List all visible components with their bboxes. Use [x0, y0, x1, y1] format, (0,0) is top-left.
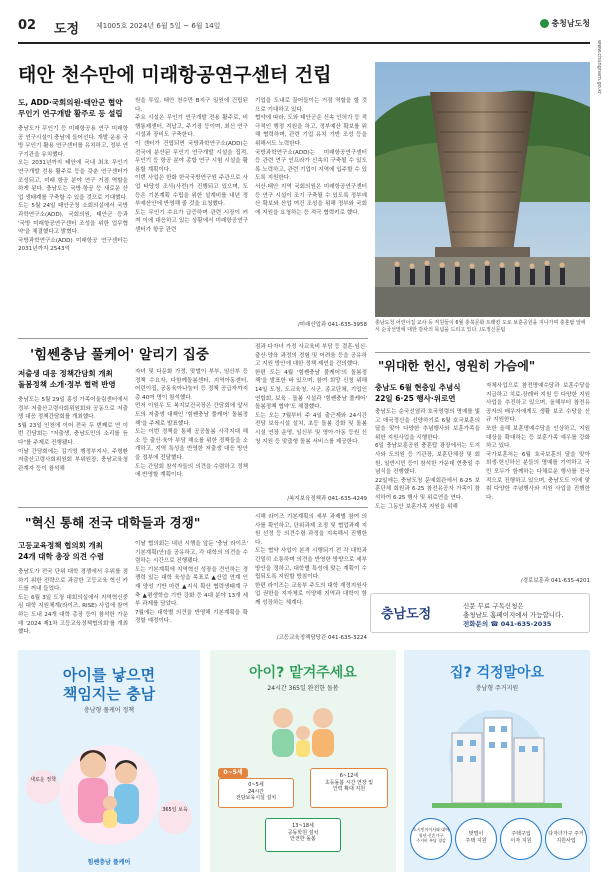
masthead-rule	[18, 42, 590, 44]
article1-headline: 태안 천수만에 미래항공연구센터 건립	[18, 64, 332, 86]
ad2-tag-1: 0~5세 24시간 전담보육시설 설치	[218, 778, 294, 808]
ad-24h-care	[210, 650, 396, 872]
article3-subhead: 충남도 6월 현충일 추념식 22일 6·25 행사·위로연	[375, 383, 461, 403]
subscribe-line1: 신문 무료 구독신청은	[463, 602, 524, 610]
logo-icon	[540, 19, 549, 28]
article1-subhead: 도, ADD·국회의원·태안군 협약 무인기 연구개발 활주로 등 설립	[18, 98, 123, 118]
article1-col1: 충남도가 무인기 등 미래항공용 연구 미래항공 연구시설이 충남에 들어선다. 개발·운용 국방 무인기 활용 연구센터를 유치하고, 정부 연구기관을 유치했다. 오는 2031년까지 태안에 국내 최초 무인기 연구개발 전용 활주로 등을 갖춘 연구센터가 조성되고, 미래 항공 분야 연구 거점 역할을 하게 된다. 충남도는 국방·항공 등 새로운 산업 생태계를 구축할 수 있을 것으로 기대했다. 도는 5월 24일 태안군청 소회의실에서 국방과학연구소(ADD), 국회의원, 태안군 등과 '국방 미래항공연구센터 조성을 위한 업무협약'을 체결했다고 밝혔다. 국방과학연구소(ADD) 미래항공 연구센터는 2031년까지 2543억	[18, 126, 128, 253]
article2-col1: 충남도는 5월 29일 홍성 가족어울림센터에서 정부 저출산고령사회위원회와 공동으로 저출생 대응 정책간담회를 개최했다. 5월 23일 인천에 이어 전국 두 번째로 연 이번 간담회는 "저출생, 충남도민의 소리를 듣다"를 주제로 진행됐다. 이날 간담회에는 김기영 행정부지사, 주형환 저출산고령사회위원회 부위원장, 충남교육청 관계자 등이 참석해	[18, 397, 128, 472]
ad-childcare-responsibility	[18, 650, 200, 872]
ad1-title: 책임지는 충남	[62, 685, 156, 703]
logo-text: 충청남도청	[551, 19, 590, 28]
article4-credit: /고등교육정책담당관 041-635-3224	[276, 635, 367, 641]
photo-caption-credit: /도정신문팀	[479, 327, 506, 333]
article4-headline: "혁신 통해 전국 대학들과 경쟁"	[25, 515, 201, 530]
ad1-tag: 충남형 풀케어 정책	[83, 707, 135, 714]
subscribe-phone: 전화문의 ☎ 041-635-2035	[463, 620, 552, 628]
ad1-badge-2: 365일 보육	[158, 800, 192, 834]
ad2-pre: 아이? 맡겨주세요	[249, 665, 357, 681]
article3-headline: "위대한 헌신, 영원히 가슴에"	[378, 359, 536, 373]
ad2-age-badge-1: 0~5세	[218, 768, 248, 778]
article3-col2: 자체사업으로 참전명예수당과 보훈수당을 지급하고 치료·장례비 지원 등 다양한 지원 사업을 추진하고 있으며, 올해부터 참전유공자의 배우자에게도 생활 보조 수당을 신규 지원한다. 또한 올해 보훈명예수당을 인상하고, 지원 대상을 확대하는 등 보훈가족 예우를 강화하고 있다. 국가보훈처는 6월 호국보훈의 달을 맞아 희생·헌신하신 분들의 명예를 기억하고 국민 모두가 함께하는 다채로운 행사를 전국적으로 진행하고 있으며, 충남도도 이에 맞춰 다양한 추념행사와 지원 사업을 진행한다.	[486, 383, 590, 501]
article4-col2: 이날 협의회는 내년 시행을 앞둔 '충남 라이즈' 기본계획(안)을 공유하고, 각 대학의 의견을 수렴하는 시간으로 진행됐다. 도는 기본계획에 지역혁신 성장을 견인하는 경쟁력 있는 대학 육성을 목표로 ▲산업 연계 인재 양성 기반 마련 ▲지식 확산 협력생태계 구축 ▲평생학습 기반 강화 등 4대 분야 13개 세부 과제를 담았다. 7월에는 대학별 의견을 반영해 기본계획을 확정할 예정이다.	[135, 541, 248, 625]
ad3-title: 충남형 주거지원	[475, 685, 519, 692]
subscribe-box	[370, 593, 590, 633]
article1-credit: /미래산업과 041-635-3958	[297, 322, 367, 328]
article2-headline: '힘쎈충남 풀케어' 알리기 집중	[30, 347, 209, 363]
ad-housing-support	[404, 650, 590, 872]
ad1-badge-1: 새로운 정책	[26, 770, 60, 804]
article2-credit: /복지보육정책과 041-635-4249	[287, 496, 367, 502]
page-number: 02	[18, 18, 37, 33]
ad2-tag-2: 6~12세 초등돌봄 시간 연장 및 인력 확대 지원	[310, 768, 388, 808]
ad2-tag-3: 13~18세 공동학원 설치 안전한 돌봄	[265, 818, 341, 852]
article3-col1: 충남도는 순국선열과 호국영령의 명예를 빛고 애국정신을 선양하기로 6월 호국보훈의 달을 맞아 다양한 추념행사와 보훈가족을 위한 지원사업을 시행한다. 6일 충남보훈공원 충혼탑 광장에서는 도지사와 도의원 등 기관장, 보훈단체장 및 회원, 일반시민 등이 참석한 가운데 현충일 추념식을 진행했다. 22일에는 충남도청 문예회관에서 6·25 보훈단체 회원과 6·25 참전유공자 가족이 참석하여 6·25 행사 및 위로연을 연다. 도는 그동안 보훈가족 지원을 위해	[375, 409, 480, 510]
section-divider-3	[375, 352, 590, 353]
article1-col3: 기업을 도내로 끌어들이는 거점 역할을 할 것으로 기대하고 있다. 협약에 따라, 도와 태안군은 신속 인허가 등 적극적인 행정 지원을 하고, 정부예산 확보를 위해 협력하며, 관련 기업 유치 기반 조성 등을 위해서도 노력한다. 국방과학연구소(ADD)는 미래항공연구센터 등 관련 연구 인프라가 신속히 구축될 수 있도록 노력하고, 관련 기업이 지역에 입주할 수 있도록 지원한다. 서산·태안 지역 국회의원은 미래항공연구센터 등 연구 시설이 조기 구축될 수 있도록 정부예산 확보와 산업 여건 조성을 위해 정부와 국회에 지원을 요청하는 등 적극 협력키로 했다.	[255, 98, 367, 216]
article2-col2: 자녀 및 다문화 가정, 맞벌이 부부, 임산부 등 정책 수요자, 다함께돌봄센터, 지역아동센터, 어린이집, 공동육아나눔터 등 정책 공급자까지 총 40여 명이 참석했다. 먼저 이원우 도 복지보건국장은 간담회에 앞서 도의 저출생 대책인 '힘쎈충남 풀케어' 돌봄정책'을 주제로 발표했다. 도는 이번 정책을 통해 공공돌봄 사각지대 해소 등 출산·육아 부담 해소를 위한 정책들을 소개하고, 지역 특성을 반영한 저출생 대응 방안을 정부에 전달했다. 도는 간담회 참석자들의 의견을 수렴하고 정책에 반영할 계획이다.	[135, 369, 248, 479]
article4-col3: 시해 라이즈 기본계획의 세부 과제별 참여 의사를 확인하고, 단위과제 조정 및 협업과제 지원 선정 등 의견수렴 과정을 지속해서 진행한다. 도는 협약 사업이 본격 시행되기 전 각 대학과 긴밀히 소통하며 의견을 반영한 방향으로 세부 방안을 정하고, 대학별 특성에 맞는 계획이 수립되도록 지원할 방침이다. 한편 라이즈는 교육부 주도의 대학 재정지원사업 권한을 지자체로 이양해 지역과 대학이 함께 성장하는 체계다.	[255, 514, 367, 606]
ad3-tag-4: 다자녀가구 주거 지원사업	[545, 818, 587, 860]
subscribe-line2: 충청남도 홈페이지에서 가능합니다.	[463, 611, 564, 619]
masthead	[18, 18, 590, 40]
photo-illustration	[375, 62, 590, 317]
article2-col3: 점과 다자녀 가정 사교육비 부담 등 결혼·임신·출산·양육 과정의 경험 및 어려움 등을 공유하고 지원 방안에 대한 정책 제언을 건의했다. 한편 도는 4월 '힘쎈충남 풀케어'의 돌봄정책'을 발표한 바 있으며, 참여 희망 신청 위해 14일 도청, 도교육청, 시군, 종교단체, 기업인연합회, 보육 · 돌봄 시설과 '힘쎈충남 풀케어' 돌봄정책 협약'도 체결했다. 도는 오는 7월부터 주 4일 출근제와 24시간 전담 보육시설 설치, 초등 돌봄 강화 및 돌봄 시설 연장 운영, 임신부 및 영아·아동 등원 신청 지원 등 맞춤형 돌봄 서비스를 제공한다.	[255, 344, 367, 445]
apartment-illustration	[432, 698, 562, 808]
family-illustration-2	[258, 698, 348, 758]
subscribe-brand: 충남도정	[381, 607, 432, 622]
photo-caption-text: 충남도청 어린이집 교사 등 직원들이 6월 충북문화 트래킹 도로 보훈공원을 지나가며 충혼탑 앞에서 순국선열에 대한 감사의 묵념을 드리고 있다.	[375, 320, 586, 333]
ad1-footer: 힘쎈충남 풀케어	[87, 859, 131, 866]
ad3-tag-3: 주택구입 이자 지원	[500, 818, 542, 860]
memorial-tower-photo	[375, 62, 590, 317]
ad3-pre: 집? 걱정말아요	[449, 665, 545, 681]
section-divider-2	[18, 507, 368, 508]
section-divider-1	[18, 338, 368, 339]
issue-info: 제1005호 2024년 6월 5일 ~ 6월 14일	[96, 22, 221, 30]
ad3-tag-2: 맞벌이 주택 지원	[455, 818, 497, 860]
family-illustration	[48, 725, 170, 845]
ad1-pre: 아이를 낳으면	[62, 666, 156, 684]
logo	[540, 18, 590, 29]
article4-subhead: 고등교육정책 협의회 개최 24개 대학 총장 의견 수렴	[18, 541, 105, 561]
article4-col1: 충남도가 전국 단위 대학 경쟁에서 우위를 점하기 위한 전략으로 과감한 고등교육 혁신 카드를 꺼내 들었다. 도는 6월 3일 도청 대회의실에서 지역혁신중심 대학 지원체계(라이즈, RISE) 사업에 참여하는 도내 24개 대학 총장 등이 참석한 가운데 '2024 제1차 고등교육정책협의회'를 개최했다.	[18, 569, 128, 636]
article3-credit: /경로보훈과 041-635-4201	[520, 578, 590, 584]
photo-caption	[375, 320, 590, 334]
side-url: www.chungnam.go.kr	[596, 40, 602, 95]
article1-col2: 원을 투입, 태안 천수만 B지구 일원에 건립된다. 주요 시설은 무인기 연구개발 전용 활주로, 비행통제센터, 격납고, 주기장 등이며, 최신 연구 시설과 장비도 구축한다. 이 센터가 건립되면 국방과학연구소(ADD)는 전국에 분산된 무인기 연구개발 시설을 집적, 무인기 등 항공 분야 종합 연구 시험 시설을 활용할 계획이다. 이번 사업은 한화 한국국방연구원 주관으로 사업 타당성 조사(사전)가 진행되고 있으며, 도 등은 기본계획 수립을 위한 설계비를 내년 정부예산안에 반영해 줄 것을 요청했다. 도는 무인기 수요가 급증하며 관련 시장이 커져 이에 대응하고 있는 상황에서 미래항공연구센터가 항공 관련	[135, 98, 248, 233]
ad3-tag-1: 도시민이이사와 대여 청년·신혼가구 주거비 부담 경감	[410, 818, 452, 860]
section-title: 도정	[54, 22, 80, 37]
ad2-title: 24시간 365일 완전한 돌봄	[267, 685, 339, 692]
article2-subhead: 저출생 대응 정책간담회 개최 돌봄정책 소개·정부 협력 반영	[18, 369, 116, 389]
